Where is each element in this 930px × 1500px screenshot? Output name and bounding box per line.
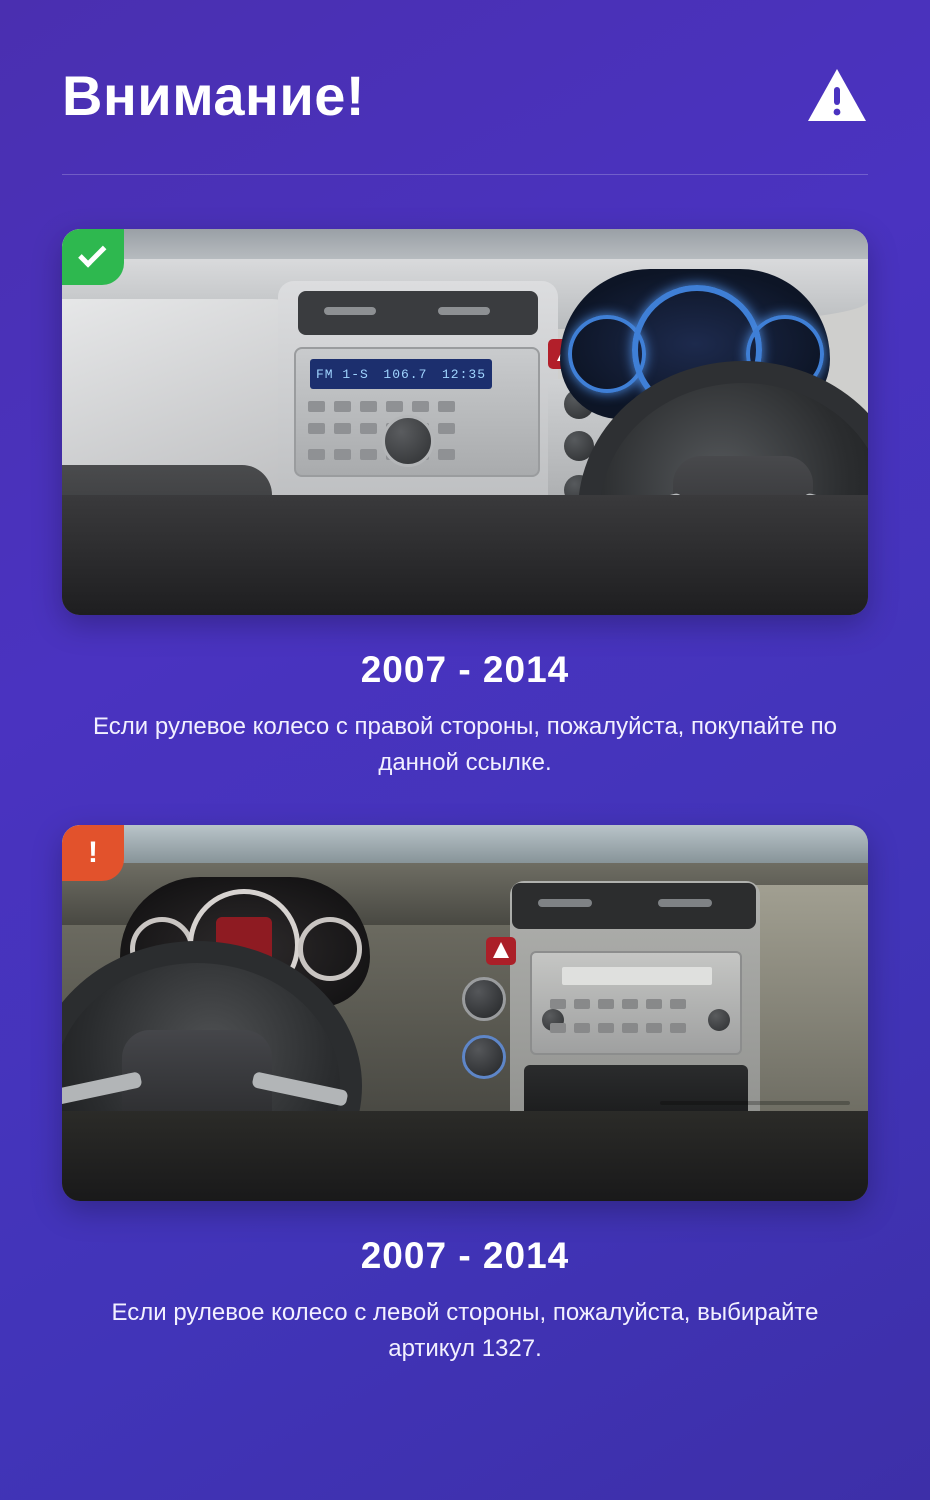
radio-function-button [670, 1023, 686, 1033]
hazard-light-button [486, 937, 516, 965]
climate-control-panel [452, 977, 522, 1097]
status-badge-warning [62, 825, 124, 881]
radio-mode-button [438, 449, 455, 460]
air-vents [512, 883, 756, 929]
radio-button-row-2 [308, 423, 455, 434]
year-range-label: 2007 - 2014 [360, 649, 570, 690]
cd-slot [562, 967, 712, 985]
header [62, 48, 868, 144]
radio-preset-button [386, 401, 403, 412]
tachometer [298, 917, 362, 981]
radio-function-button [622, 1023, 638, 1033]
radio-button-row-3 [308, 449, 455, 460]
lower-dash-shadow [62, 495, 868, 615]
radio-preset-button [598, 999, 614, 1009]
radio-display [310, 359, 492, 389]
radio-preset-button [438, 401, 455, 412]
lower-dash-shadow [62, 1111, 868, 1201]
radio-preset-button [550, 999, 566, 1009]
radio-preset-button [670, 999, 686, 1009]
exclamation-icon: ! [88, 836, 98, 869]
year-range-label: 2007 - 2014 [360, 1235, 570, 1276]
radio-preset-button [412, 401, 429, 412]
card-rhd-image [62, 229, 868, 615]
radio-function-button [574, 1023, 590, 1033]
air-vents [298, 291, 538, 335]
radio-preset-button [308, 401, 325, 412]
radio-function-button [646, 1023, 662, 1033]
radio-button-row-1 [550, 999, 686, 1009]
dashboard-illustration-lhd [62, 825, 868, 1201]
caption-rhd [62, 649, 868, 781]
radio-frequency-label: 106.7 [383, 366, 428, 382]
climate-fan-knob [462, 977, 506, 1021]
glovebox-seam [660, 1101, 850, 1105]
radio-preset-button [360, 401, 377, 412]
description-text: Если рулевое колесо с левой стороны, пожалуйста, выбирайте артикул 1327. [111, 1299, 819, 1362]
radio-function-button [550, 1023, 566, 1033]
radio-button-row-1 [308, 401, 455, 412]
radio-function-button [598, 1023, 614, 1033]
climate-temperature-knob [462, 1035, 506, 1079]
warning-triangle-icon [806, 67, 868, 125]
radio-clock-label: 12:35 [441, 366, 486, 382]
radio-mode-button [360, 449, 377, 460]
description-text: Если рулевое колесо с правой стороны, пожалуйста, покупайте по данной ссылке. [93, 713, 837, 776]
radio-mode-button [334, 449, 351, 460]
radio-preset-button [334, 401, 351, 412]
radio-select-knob [382, 415, 434, 467]
card-lhd-image [62, 825, 868, 1201]
header-divider [62, 174, 868, 175]
radio-preset-button [622, 999, 638, 1009]
status-badge-ok [62, 229, 124, 285]
factory-radio-unit [530, 951, 742, 1055]
check-icon [78, 239, 106, 267]
radio-tune-knob [708, 1009, 730, 1031]
radio-function-button [438, 423, 455, 434]
radio-mode-button [308, 449, 325, 460]
page-title: Внимание! [62, 64, 366, 127]
radio-band-label: FM 1-S [316, 366, 369, 382]
radio-button-row-2 [550, 1023, 686, 1033]
radio-preset-button [646, 999, 662, 1009]
radio-function-button [360, 423, 377, 434]
radio-preset-button [574, 999, 590, 1009]
radio-function-button [308, 423, 325, 434]
radio-function-button [334, 423, 351, 434]
factory-radio-unit [294, 347, 540, 477]
dashboard-illustration-rhd [62, 229, 868, 615]
caption-lhd [62, 1235, 868, 1367]
